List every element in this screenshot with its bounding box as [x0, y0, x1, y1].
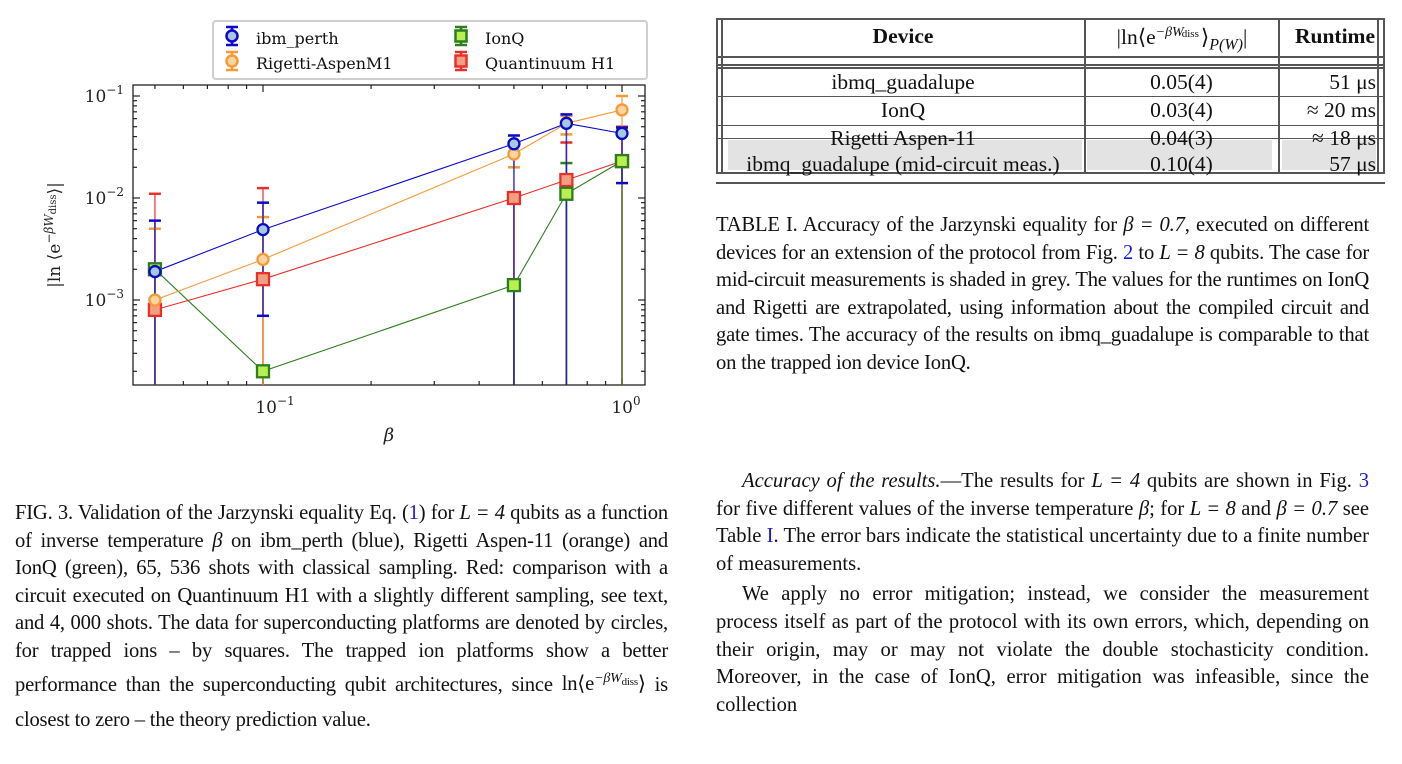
body-span: ; for	[1149, 497, 1190, 520]
legend	[212, 20, 648, 80]
body-text	[716, 468, 1369, 719]
table-cell-device: IonQ	[880, 98, 926, 122]
table-rule	[716, 182, 1385, 184]
caption-text: Validation of the Jarzynski equality Eq. (	[72, 502, 409, 524]
math-inline	[562, 673, 646, 695]
math-inline: β	[212, 529, 223, 552]
plot-frame	[133, 85, 645, 385]
math-inline: L = 8	[1189, 497, 1236, 520]
body-span: —The results for	[940, 470, 1092, 492]
square-marker-icon	[451, 50, 471, 76]
data-point-circle	[508, 138, 519, 149]
body-span: qubits are shown in Fig.	[1140, 470, 1359, 492]
legend-item-ibm-perth	[222, 25, 339, 51]
caption-text: qubits as a function of inverse temperature	[15, 502, 669, 552]
table-cell-value: 0.03(4)	[1150, 98, 1213, 122]
table-cell-value: 0.04(3)	[1150, 126, 1213, 150]
figure-ref-link[interactable]: 3	[1358, 470, 1370, 492]
caption-text: on ibm_perth (blue), Rigetti Aspen-11 (orange) and IonQ (green), 65, 536 shots with classical sampling. Red: comparison with a circuit executed on Quantinuum H1 with a slightly different sampling, see text, and 4, 000 shots. The data for superconducting platforms are denoted by circles, for trapped ions – by squares. The trapped ion platforms show a better performance than the superconducting qubit architectures, since	[15, 529, 668, 696]
circle-marker-icon	[222, 25, 242, 51]
series-line	[155, 161, 622, 310]
table-header-runtime: Runtime	[1294, 24, 1375, 48]
table-cell-device: Rigetti Aspen-11	[830, 126, 976, 150]
body-span: . The error bars indicate the statistical uncertainty due to a finite number of measurements.	[716, 525, 1369, 575]
data-point-circle	[561, 118, 572, 129]
figure-label: FIG. 3.	[15, 502, 73, 524]
equation-ref-link[interactable]: 1	[408, 502, 419, 524]
series-line	[155, 123, 622, 271]
table-caption	[716, 212, 1369, 378]
table-rule	[1383, 18, 1385, 173]
table-cell-device: ibmq_guadalupe	[831, 70, 975, 94]
y-tick-label: $10^{-2}$	[84, 185, 124, 209]
math-part: ⟩	[637, 673, 646, 696]
data-point-square	[257, 273, 269, 285]
data-point-square	[257, 365, 269, 377]
paragraph	[716, 468, 1369, 578]
table-rule	[716, 18, 718, 173]
caption-text: ) for	[418, 502, 460, 524]
data-point-circle	[617, 128, 628, 139]
y-axis-label: |ln $⟨e^{-\beta W}diss⟩|$	[42, 182, 65, 288]
legend-label: ibm_perth	[256, 28, 339, 48]
x-tick-label: $10^{-1}$	[255, 394, 295, 418]
table-cell-runtime: 51 μs	[1329, 70, 1376, 94]
data-point-circle	[258, 254, 269, 265]
data-point-circle	[617, 104, 628, 115]
x-tick-label: $10^0$	[611, 394, 641, 418]
legend-item-rigetti	[222, 50, 393, 76]
data-point-square	[560, 174, 572, 186]
table-rule	[1377, 18, 1379, 173]
math-inline: β	[1138, 497, 1150, 520]
paragraph-heading: Accuracy of the results.	[742, 470, 941, 492]
figure-caption	[15, 500, 668, 735]
y-tick-label: $10^{-1}$	[84, 83, 124, 107]
caption-text: Accuracy of the Jarzynski equality for	[797, 214, 1124, 236]
body-span: and	[1235, 497, 1277, 520]
caption-text: is closest to zero – the theory prediction value.	[15, 673, 668, 732]
math-inline: β = 0.7	[1276, 497, 1338, 520]
math-part: −βW	[594, 671, 622, 687]
table-cell-runtime: 57 μs	[1329, 152, 1376, 176]
figure-3	[0, 0, 700, 460]
table-label: TABLE I.	[716, 214, 798, 236]
legend-label: IonQ	[485, 28, 525, 48]
legend-item-quantinuum	[451, 50, 615, 76]
legend-label: Rigetti-AspenM1	[256, 53, 393, 73]
caption-text: to	[1133, 241, 1160, 264]
data-point-circle	[258, 224, 269, 235]
table-cell-value: 0.05(4)	[1150, 70, 1213, 94]
table-rule	[716, 18, 1385, 20]
data-point-square	[508, 192, 520, 204]
caption-text: qubits. The case for mid-circuit measurements is shaded in grey. The values for the runtimes on IonQ and Rigetti are extrapolated, using information about the compiled circuit and gate times. The accuracy of the results on ibmq_guadalupe is comparable to that on the trapped ion device IonQ.	[716, 241, 1370, 374]
math-part: diss	[621, 675, 638, 688]
table-1	[716, 18, 1385, 188]
series-line	[155, 161, 622, 371]
body-span: for five different values of the inverse temperature	[716, 497, 1139, 520]
table-ref-link[interactable]: I	[766, 525, 774, 548]
x-axis-label: β	[383, 425, 395, 446]
math-inline: L = 4	[459, 502, 505, 524]
math-inline: L = 4	[1091, 470, 1141, 492]
figure-ref-link[interactable]: 2	[1123, 241, 1134, 264]
data-point-square	[616, 155, 628, 167]
paragraph: We apply no error mitigation; instead, we consider the measurement process itself as part of the protocol with its own errors, which, depending on their origin, may or may not violate the double stochasticity condition. Moreover, in the case of IonQ, error mitigation was infeasible, since the collection	[716, 583, 1369, 716]
table-cell-device: ibmq_guadalupe (mid-circuit meas.)	[746, 152, 1060, 176]
caption-text: , executed on different devices for an extension of the protocol from Fig.	[716, 214, 1370, 264]
square-marker-icon	[451, 25, 471, 51]
math-part: ln⟨e	[561, 673, 595, 696]
table-rule	[716, 56, 1385, 58]
series-line	[155, 110, 622, 300]
table-cell-runtime: ≈ 20 ms	[1306, 98, 1376, 122]
table-cell-runtime: ≈ 18 μs	[1312, 126, 1376, 150]
data-point-circle	[149, 266, 160, 277]
data-point-square	[560, 188, 572, 200]
table-rule	[716, 64, 1385, 66]
data-point-circle	[149, 295, 160, 306]
circle-marker-icon	[222, 50, 242, 76]
math-inline: L = 8	[1159, 241, 1205, 264]
legend-label: Quantinuum H1	[485, 53, 616, 73]
math-inline: β = 0.7	[1123, 214, 1185, 236]
table-cell-value: 0.10(4)	[1150, 152, 1213, 176]
body-span: see Table	[716, 497, 1370, 548]
legend-item-ionq	[451, 25, 524, 51]
data-point-square	[508, 279, 520, 291]
table-header-device: Device	[872, 24, 934, 48]
y-tick-label: $10^{-3}$	[84, 287, 124, 311]
table-header-accuracy: $|\ln⟨e^{-\beta W}_{diss}⟩_{P(W)}|$	[1116, 25, 1248, 54]
